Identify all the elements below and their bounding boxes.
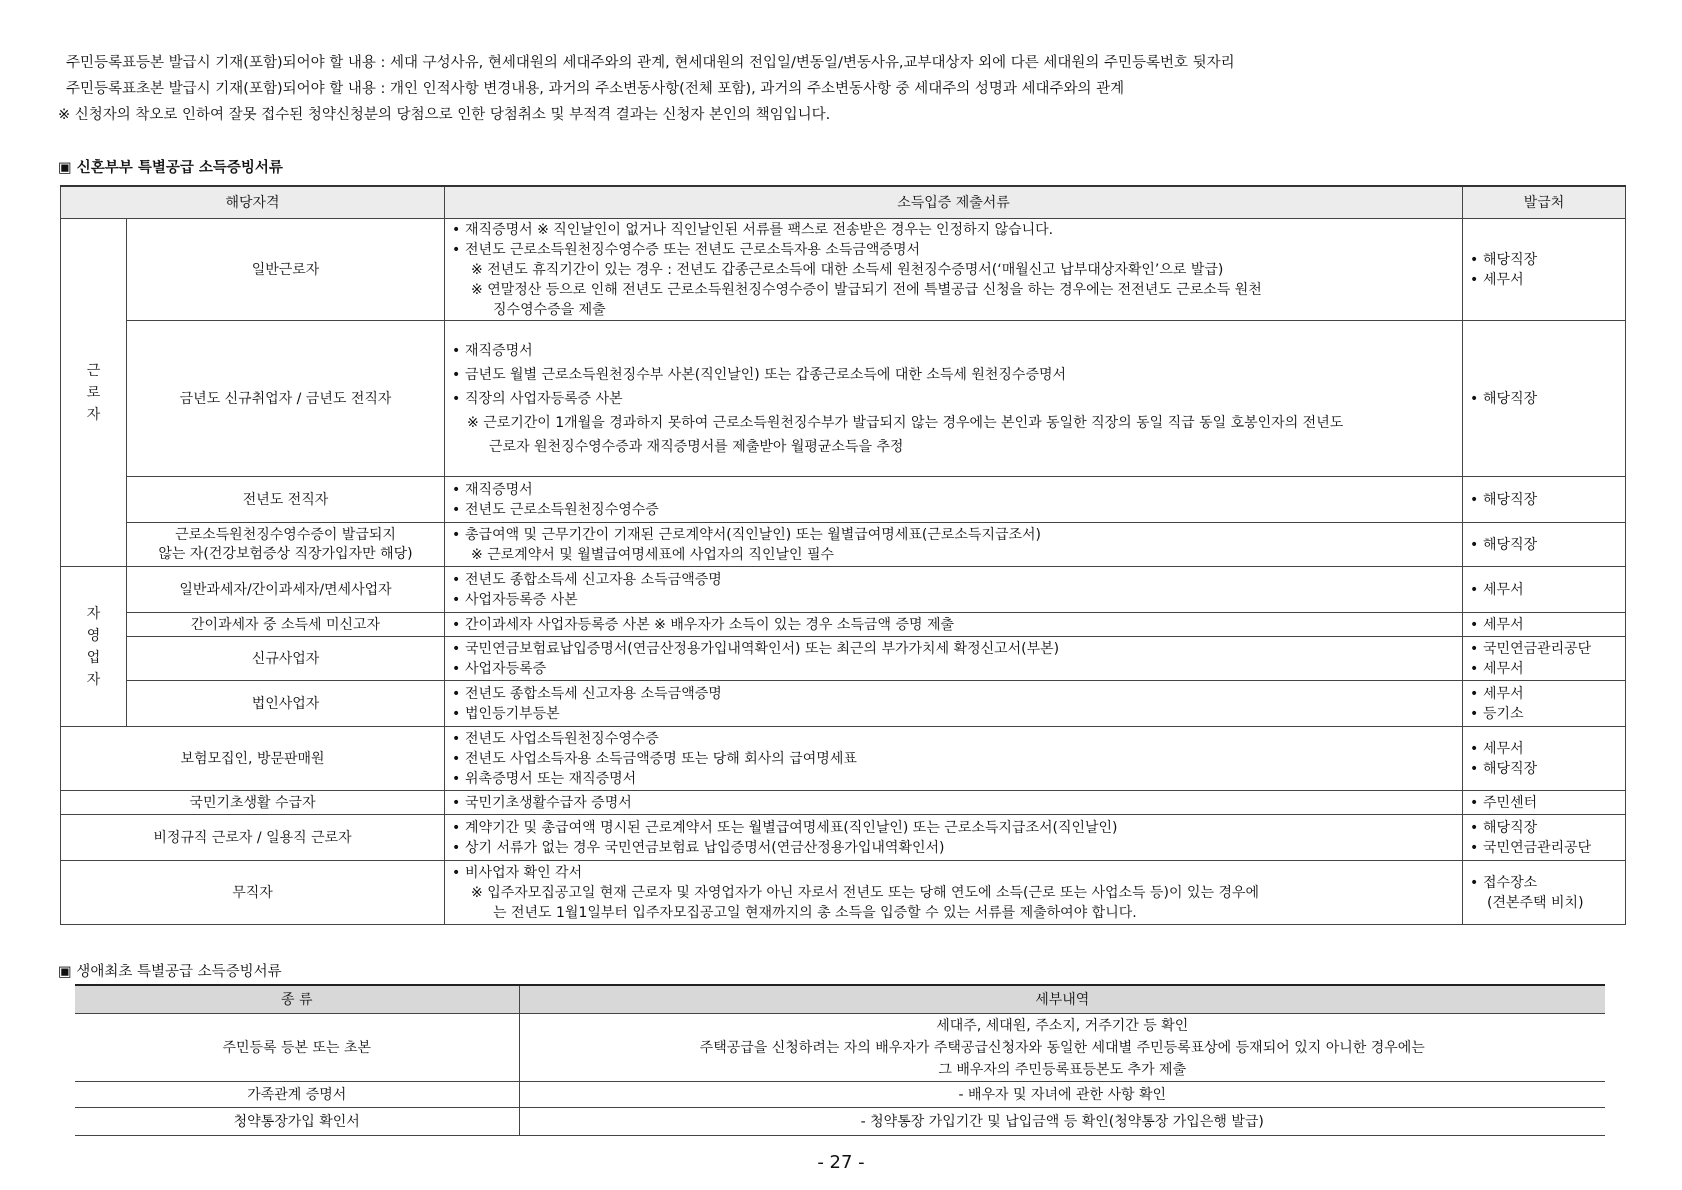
row-issuers: • 해당직장 [1463, 321, 1626, 477]
intro-line-2: 주민등록표초본 발급시 기재(포함)되어야 할 내용 : 개인 인적사항 변경내용, 과거의 주소변동사항(전체 포함), 과거의 주소변동사항 중 세대주의 성명과 세대주와의 관계 [66, 81, 1125, 97]
row-docs: • 재직증명서 • 전년도 근로소득원천징수영수증 [445, 477, 1463, 523]
row-label: 근로소득원천징수영수증이 발급되지 않는 자(건강보험증상 직장가입자만 해당) [127, 523, 445, 567]
row-label: 무직자 [61, 861, 445, 925]
header-qualification: 해당자격 [61, 186, 445, 219]
row-docs: • 국민연금보험료납입증명서(연금산정용가입내역확인서) 또는 최근의 부가가치세 확정신고서(부본) • 사업자등록증 [445, 637, 1463, 681]
table-row [61, 523, 1626, 567]
row-issuers: • 해당직장 • 세무서 [1463, 219, 1626, 321]
row-label: 보험모집인, 방문판매원 [61, 727, 445, 791]
table-row [75, 1014, 1605, 1082]
row-label: 전년도 전직자 [127, 477, 445, 523]
page-number: - 27 - [817, 1152, 865, 1173]
table-row [61, 321, 1626, 477]
row-detail: - 청약통장 가입기간 및 납입금액 등 확인(청약통장 가입은행 발급) [519, 1108, 1605, 1136]
table-row [61, 861, 1626, 925]
row-label: 비정규직 근로자 / 일용직 근로자 [61, 815, 445, 861]
row-issuers: • 세무서 [1463, 567, 1626, 613]
table-row [61, 637, 1626, 681]
header-issuer: 발급처 [1463, 186, 1626, 219]
header-kind: 종 류 [75, 985, 519, 1014]
row-issuers: • 해당직장 • 국민연금관리공단 [1463, 815, 1626, 861]
section-title-newlywed: ▣ 신혼부부 특별공급 소득증빙서류 [58, 160, 283, 176]
row-issuers: • 해당직장 [1463, 523, 1626, 567]
table-row [61, 727, 1626, 791]
table-row [61, 219, 1626, 321]
row-issuers: • 세무서 • 등기소 [1463, 681, 1626, 727]
first-home-income-table [75, 984, 1605, 1136]
header-detail: 세부내역 [519, 985, 1605, 1014]
row-issuers: • 국민연금관리공단 • 세무서 [1463, 637, 1626, 681]
row-docs: • 전년도 사업소득원천징수영수증 • 전년도 사업소득자용 소득금액증명 또는 당해 회사의 급여명세표 • 위촉증명서 또는 재직증명서 [445, 727, 1463, 791]
row-issuers: • 주민센터 [1463, 791, 1626, 815]
table-row [75, 1082, 1605, 1108]
row-docs: • 재직증명서 ※ 직인날인이 없거나 직인날인된 서류를 팩스로 전송받은 경우는 인정하지 않습니다. • 전년도 근로소득원천징수영수증 또는 전년도 근로소득자용 소득금액증명서 ※ 전년도 휴직기간이 있는 경우 : 전년도 갑종근로소득에 대한 소득세 원천징수증명서(‘매월신고 납부대상자확인’으로 발급) ※ 연말정산 등으로 인해 전년도 근로소득원천징수영수증이 발급되기 전에 특별공급 신청을 하는 경우에는 전전년도 근로소득 원천 징수영수증을 제출 [445, 219, 1463, 321]
row-detail: - 배우자 및 자녀에 관한 사항 확인 [519, 1082, 1605, 1108]
row-label: 국민기초생활 수급자 [61, 791, 445, 815]
table-row [61, 815, 1626, 861]
group-worker-label: 근 로 자 [61, 219, 127, 567]
table-row [75, 1108, 1605, 1136]
row-label: 법인사업자 [127, 681, 445, 727]
row-label: 일반과세자/간이과세자/면세사업자 [127, 567, 445, 613]
row-issuers: • 세무서 • 해당직장 [1463, 727, 1626, 791]
row-label: 일반근로자 [127, 219, 445, 321]
table-row [61, 681, 1626, 727]
row-docs: • 총급여액 및 근무기간이 기재된 근로계약서(직인날인) 또는 월별급여명세표(근로소득지급조서) ※ 근로계약서 및 월별급여명세표에 사업자의 직인날인 필수 [445, 523, 1463, 567]
row-label: 간이과세자 중 소득세 미신고자 [127, 613, 445, 637]
group-self-employed-label: 자 영 업 자 [61, 567, 127, 727]
intro-line-1: 주민등록표등본 발급시 기재(포함)되어야 할 내용 : 세대 구성사유, 현세대원의 세대주와의 관계, 현세대원의 전입일/변동일/변동사유,교부대상자 외에 다른 세대원의 주민등록번호 뒷자리 [66, 55, 1235, 71]
row-issuers: • 세무서 [1463, 613, 1626, 637]
intro-line-3: ※ 신청자의 착오로 인하여 잘못 접수된 청약신청분의 당첨으로 인한 당첨취소 및 부적격 결과는 신청자 본인의 책임입니다. [58, 107, 831, 123]
row-docs: • 간이과세자 사업자등록증 사본 ※ 배우자가 소득이 있는 경우 소득금액 증명 제출 [445, 613, 1463, 637]
row-kind: 주민등록 등본 또는 초본 [75, 1014, 519, 1082]
header-documents: 소득입증 제출서류 [445, 186, 1463, 219]
row-docs: • 계약기간 및 총급여액 명시된 근로계약서 또는 월별급여명세표(직인날인) 또는 근로소득지급조서(직인날인) • 상기 서류가 없는 경우 국민연금보험료 납입증명서(연금산정용가입내역확인서) [445, 815, 1463, 861]
row-issuers: • 접수장소 (견본주택 비치) [1463, 861, 1626, 925]
row-detail: 세대주, 세대원, 주소지, 거주기간 등 확인 주택공급을 신청하려는 자의 배우자가 주택공급신청자와 동일한 세대별 주민등록표상에 등재되어 있지 아니한 경우에는 그 배우자의 주민등록표등본도 추가 제출 [519, 1014, 1605, 1082]
row-label: 신규사업자 [127, 637, 445, 681]
row-docs: • 전년도 종합소득세 신고자용 소득금액증명 • 사업자등록증 사본 [445, 567, 1463, 613]
table-row [61, 567, 1626, 613]
row-kind: 가족관계 증명서 [75, 1082, 519, 1108]
table-row [61, 613, 1626, 637]
row-issuers: • 해당직장 [1463, 477, 1626, 523]
intro-notes [58, 50, 1618, 128]
table-row [61, 791, 1626, 815]
table-header-row [61, 186, 1626, 219]
section-title-first-home: ▣ 생애최초 특별공급 소득증빙서류 [58, 964, 282, 980]
row-kind: 청약통장가입 확인서 [75, 1108, 519, 1136]
row-docs: • 국민기초생활수급자 증명서 [445, 791, 1463, 815]
table-row [61, 477, 1626, 523]
row-docs: • 재직증명서 • 금년도 월별 근로소득원천징수부 사본(직인날인) 또는 갑종근로소득에 대한 소득세 원천징수증명서 • 직장의 사업자등록증 사본 ※ 근로기간이 1개월을 경과하지 못하여 근로소득원천징수부가 발급되지 않는 경우에는 본인과 동일한 직장의 동일 직급 동일 호봉인자의 전년도 근로자 원천징수영수증과 재직증명서를 제출받아 월평균소득을 추정 [445, 321, 1463, 477]
newlywed-income-table [60, 185, 1626, 925]
row-docs: • 비사업자 확인 각서 ※ 입주자모집공고일 현재 근로자 및 자영업자가 아닌 자로서 전년도 또는 당해 연도에 소득(근로 또는 사업소득 등)이 있는 경우에 는 전년도 1월1일부터 입주자모집공고일 현재까지의 총 소득을 입증할 수 있는 서류를 제출하여야 합니다. [445, 861, 1463, 925]
table-header-row [75, 985, 1605, 1014]
row-docs: • 전년도 종합소득세 신고자용 소득금액증명 • 법인등기부등본 [445, 681, 1463, 727]
row-label: 금년도 신규취업자 / 금년도 전직자 [127, 321, 445, 477]
